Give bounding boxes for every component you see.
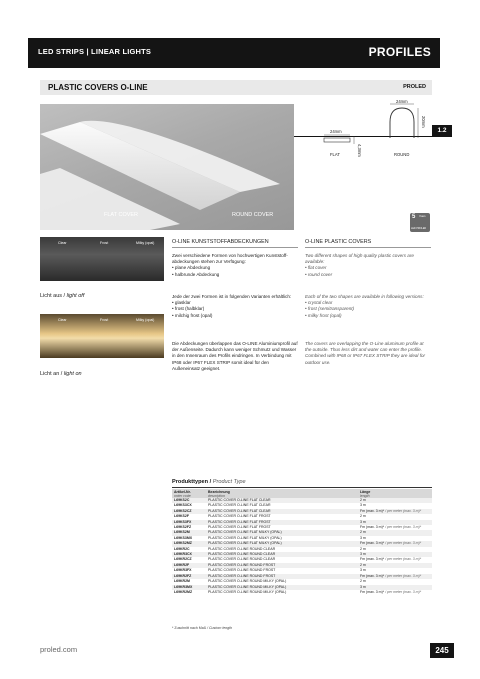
strip-label-clear: Clear	[58, 241, 67, 245]
row-length-value: Fm (max. 3 m)*	[360, 573, 385, 578]
light-on-caption: Licht an / light on	[40, 371, 82, 377]
table-header-row	[172, 489, 432, 498]
row-description: PLASTIC COVER O-LINE FLAT FROST	[208, 525, 271, 530]
product-table-title: Produkttypen / Product Type	[172, 479, 246, 485]
row-length-value: 2 m	[360, 579, 366, 584]
row-code: L69KR3MX	[172, 585, 206, 590]
row-code: L69KR2FZ	[172, 574, 206, 579]
row-length-note: / per meter (max. 3 m)*	[385, 525, 422, 530]
table-row	[172, 590, 432, 595]
col-header-len: Länge length	[358, 489, 432, 498]
en-intro: Two different shapes of high quality plastic covers are available: • flat cover • round cover	[305, 253, 414, 277]
round-height-label: 20mm	[421, 116, 426, 128]
row-code: L69KR2CZ	[174, 557, 192, 562]
row-length-note: / per meter (max. 3 m)*	[385, 557, 422, 562]
strip-label-frost: Frost	[100, 241, 109, 245]
warranty-brand: LED PROLED	[411, 227, 427, 230]
row-length-value: Fm (max. 3 m)*	[360, 508, 385, 513]
de-intro: Zwei verschiedene Formen von hochwertigen Kunststoff-abdeckungen stehen zur Verfügung: • plane Abdeckung • halbrunde Abdeckung	[172, 253, 288, 277]
round-label: ROUND	[394, 152, 410, 157]
row-length-value: Fm (max. 3 m)*	[360, 525, 385, 530]
light-off-caption: Licht aus / light off	[40, 293, 85, 299]
row-length-note: / per meter (max. 3 m)*	[385, 589, 422, 594]
row-description: PLASTIC COVER O-LINE ROUND CLEAR	[206, 552, 358, 557]
row-length-value: 3 m	[360, 584, 366, 589]
row-description: PLASTIC COVER O-LINE FLAT MILKY (OPAL)	[206, 541, 358, 546]
flat-cover-caption: FLAT COVER	[104, 212, 139, 218]
row-code: L69KS2C	[172, 498, 206, 503]
strip-label-milky: Milky (opal)	[136, 318, 155, 322]
strip-label-milky: Milky (opal)	[136, 241, 155, 245]
warranty-badge	[410, 213, 430, 232]
row-description: PLASTIC COVER O-LINE FLAT MILKY (OPAL)	[208, 535, 282, 540]
light-on-photo	[40, 314, 164, 358]
warranty-years: Years	[419, 215, 426, 218]
row-description: PLASTIC COVER O-LINE FLAT FROST	[206, 520, 358, 525]
row-description: PLASTIC COVER O-LINE ROUND MILKY (OPAL)	[208, 589, 287, 594]
row-code: L69KR2C	[174, 546, 190, 551]
row-length-value: 3 m	[360, 519, 366, 524]
row-length	[358, 574, 432, 579]
row-length-value: 2 m	[360, 562, 366, 567]
row-length	[358, 590, 432, 595]
page-title: PLASTIC COVERS O-LINE	[48, 83, 148, 92]
row-code: L69KS3FX	[172, 520, 206, 525]
round-width-label: 24mm	[396, 100, 408, 104]
row-length	[358, 509, 432, 514]
flat-label: FLAT	[330, 152, 340, 157]
row-length-value: 3 m	[360, 568, 366, 573]
table-footnote: * Zuschnitt nach Maß / Custom length	[172, 626, 233, 630]
row-description: PLASTIC COVER O-LINE ROUND MILKY (OPAL)	[206, 585, 358, 590]
row-length	[358, 557, 432, 562]
row-code: L69KR3CX	[172, 552, 206, 557]
row-description: PLASTIC COVER O-LINE ROUND FROST	[206, 563, 358, 568]
row-length-value: 2 m	[360, 530, 366, 535]
product-photo	[40, 104, 294, 230]
row-description: PLASTIC COVER O-LINE FLAT CLEAR	[206, 509, 358, 514]
row-code: L69KS2F	[174, 514, 189, 519]
brand-logo: PROLED	[403, 84, 426, 90]
row-length-value: Fm (max. 3 m)*	[360, 589, 385, 594]
title-bar	[40, 80, 432, 95]
footer-website[interactable]: proled.com	[40, 645, 78, 654]
product-table	[172, 489, 432, 595]
warranty-number: 5	[412, 214, 416, 220]
row-length-value: Fm (max. 3 m)*	[360, 557, 385, 562]
light-off-photo	[40, 237, 164, 281]
row-length-value: 2 m	[360, 498, 366, 502]
en-variants: Each of the two shapes are available in following versions: • crystal clear • frost (semitransparent) • milky frost (opal)	[305, 294, 424, 318]
en-heading: O-LINE PLASTIC COVERS	[305, 239, 372, 245]
row-length	[358, 541, 432, 546]
row-length-value: 2 m	[360, 514, 366, 519]
product-table-body	[172, 498, 432, 595]
row-code: L69KS3MX	[174, 535, 193, 540]
en-heading-rule	[305, 247, 431, 248]
header-category: LED STRIPS | LINEAR LIGHTS	[38, 47, 152, 56]
row-code: L69KR2F	[172, 563, 206, 568]
row-code: L69KS2M	[172, 530, 206, 535]
flat-width-label: 24mm	[330, 129, 342, 134]
row-description: PLASTIC COVER O-LINE ROUND FROST	[206, 574, 358, 579]
row-length-note: / per meter (max. 3 m)*	[385, 573, 422, 578]
page-header	[28, 38, 440, 68]
row-code: L69KS2MZ	[172, 541, 206, 546]
col-header-code: Artikel-Nr. order code	[172, 489, 206, 498]
row-code: L69KS3CX	[174, 503, 192, 508]
strip-label-clear: Clear	[58, 318, 67, 322]
row-code: L69KR2MZ	[174, 589, 193, 594]
product-table-rule	[172, 487, 432, 488]
dimension-diagram	[310, 100, 430, 162]
round-profile-shape	[390, 108, 414, 138]
row-description: PLASTIC COVER O-LINE FLAT CLEAR	[208, 503, 271, 508]
page-number: 245	[430, 643, 454, 658]
section-tab: 1.2	[432, 125, 452, 136]
row-length-value: 2 m	[360, 546, 366, 551]
row-length-value: 3 m	[360, 535, 366, 540]
flat-profile-shape	[324, 138, 350, 142]
de-heading: O-LINE KUNSTSTOFFABDECKUNGEN	[172, 239, 269, 245]
row-length	[358, 525, 432, 530]
row-description: PLASTIC COVER O-LINE FLAT FROST	[208, 514, 271, 519]
round-cover-caption: ROUND COVER	[232, 212, 274, 218]
row-length-value: 3 m	[360, 552, 366, 557]
row-code: L69KS2CZ	[172, 509, 206, 514]
row-code: L69KR2M	[174, 579, 190, 584]
row-description: PLASTIC COVER O-LINE ROUND FROST	[208, 568, 276, 573]
strip-label-frost: Frost	[100, 318, 109, 322]
de-overlap-text: Die Abdeckungen überlappen das O-LINE Aluminiumprofil auf der Außenseite. Dadurch kann weniger Schmutz und Wasser in den Innenraum des Profils eindringen. In Verbindung mit IP68 oder IP67 FLEX STRIP somit ideal für den Außeneinsatz geeignet.	[172, 341, 298, 371]
row-description: PLASTIC COVER O-LINE ROUND CLEAR	[208, 546, 276, 551]
col-header-desc: Bezeichnung description	[206, 489, 358, 498]
row-length-value: 3 m	[360, 503, 366, 508]
row-length-note: / per meter (max. 3 m)*	[385, 508, 422, 513]
row-code: L69KS2FZ	[174, 525, 192, 530]
row-description: PLASTIC COVER O-LINE FLAT MILKY (OPAL)	[206, 530, 358, 535]
header-section: PROFILES	[368, 45, 431, 59]
row-length-value: Fm (max. 3 m)*	[360, 541, 385, 546]
de-variants: Jede der zwei Formen ist in folgenden Varianten erhältlich: • glasklar • frost (halbklar) • milchig frost (opal)	[172, 294, 292, 318]
de-heading-rule	[172, 247, 298, 248]
row-description: PLASTIC COVER O-LINE ROUND MILKY (OPAL)	[208, 579, 287, 584]
row-description: PLASTIC COVER O-LINE ROUND CLEAR	[208, 557, 276, 562]
en-overlap-text: The covers are overlapping the O-Line aluminum profile at the outside. Thus less dirt and water can enter the profile. Combined with IP68 or IP67 FLEX STRIP they are ideal for outdoor use.	[305, 341, 426, 365]
row-length-note: / per meter (max. 3 m)*	[385, 541, 422, 546]
flat-height-label: 4,3mm	[357, 144, 362, 157]
row-code: L69KR3FX	[174, 568, 192, 573]
row-description: PLASTIC COVER O-LINE FLAT CLEAR	[206, 498, 358, 503]
